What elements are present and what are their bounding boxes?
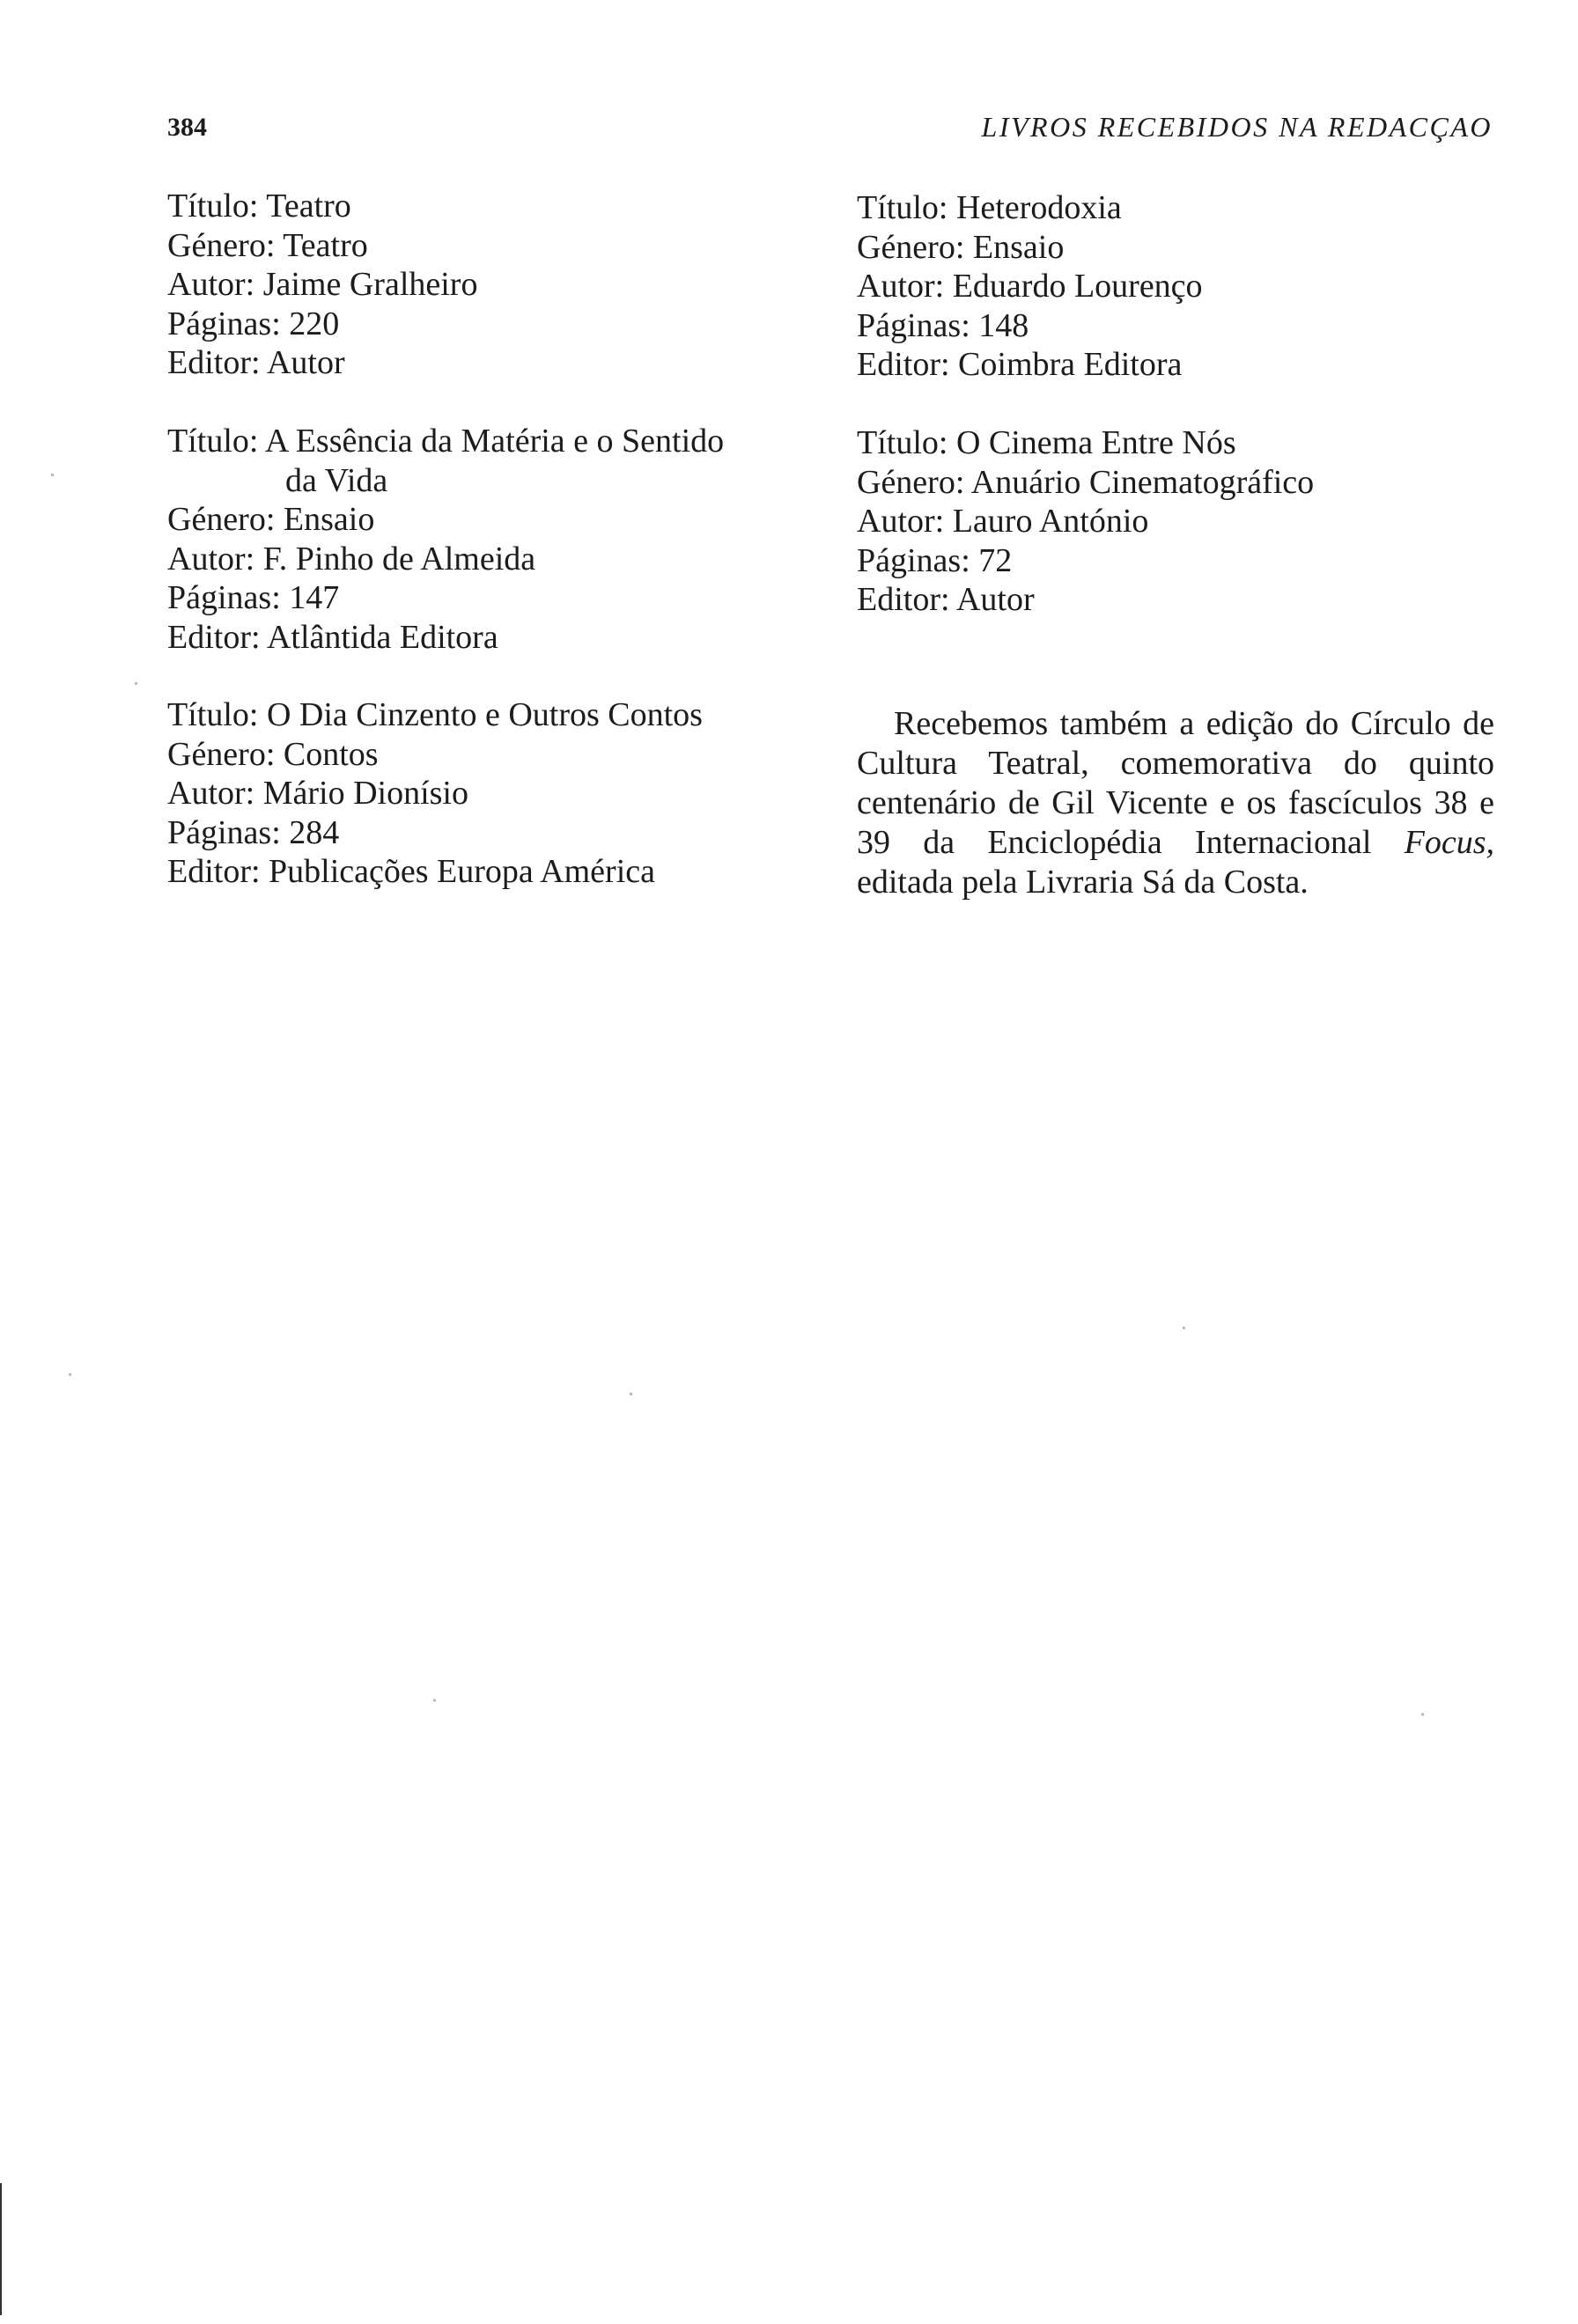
- autor-value: Lauro António: [952, 503, 1149, 541]
- autor-value: Jaime Gralheiro: [262, 266, 478, 304]
- paginas-label: Páginas:: [167, 579, 281, 617]
- entry-line-editor: [857, 345, 1203, 385]
- editor-value: Coimbra Editora: [958, 346, 1183, 384]
- book-entry-teatro: [167, 187, 477, 383]
- paginas-value: 72: [978, 541, 1013, 579]
- titulo-label: Título:: [167, 423, 259, 460]
- entry-line-paginas: [857, 541, 1314, 581]
- paginas-label: Páginas:: [167, 813, 281, 851]
- genero-value: Ensaio: [283, 501, 375, 539]
- book-entry-cinema-entre-nos: [857, 423, 1314, 620]
- paginas-value: 148: [978, 306, 1029, 344]
- titulo-value: O Dia Cinzento e Outros Contos: [266, 696, 703, 733]
- entry-line-paginas: [857, 306, 1203, 346]
- titulo-label: Título:: [167, 188, 259, 224]
- entry-line-titulo: [857, 188, 1203, 228]
- entry-line-titulo: [167, 187, 477, 226]
- note-italic-title: Focus,: [1404, 824, 1494, 861]
- autor-value: F. Pinho de Almeida: [262, 540, 536, 577]
- scan-speck: [51, 474, 54, 476]
- book-entry-essencia-da-materia: [167, 422, 724, 658]
- entry-line-editor: [167, 343, 477, 383]
- entry-line-autor: [857, 502, 1314, 541]
- autor-value: Eduardo Lourenço: [952, 268, 1203, 305]
- titulo-value: O Cinema Entre Nós: [955, 424, 1236, 461]
- genero-label: Género:: [167, 501, 276, 539]
- paginas-value: 147: [289, 579, 340, 617]
- titulo-value: A Essência da Matéria e o Sentido: [264, 423, 725, 460]
- autor-value: Mário Dionísio: [262, 775, 468, 813]
- scan-speck: [69, 1373, 71, 1376]
- scan-speck: [135, 682, 137, 685]
- entry-line-genero: [167, 500, 724, 540]
- editor-label: Editor:: [167, 853, 261, 891]
- entry-line-paginas: [167, 578, 724, 618]
- paginas-label: Páginas:: [857, 306, 970, 344]
- entry-line-paginas: [167, 813, 703, 853]
- genero-label: Género:: [857, 228, 965, 266]
- book-entry-dia-cinzento: [167, 695, 703, 892]
- titulo-label: Título:: [857, 189, 948, 226]
- received-also-note: [857, 704, 1494, 902]
- entry-line-genero: [167, 226, 477, 266]
- genero-label: Género:: [857, 463, 965, 501]
- scan-speck: [1421, 1713, 1424, 1716]
- genero-value: Teatro: [283, 226, 368, 264]
- scan-speck: [1183, 1327, 1185, 1329]
- paginas-label: Páginas:: [167, 305, 281, 342]
- note-text-before: Recebemos também a edição do Círculo de Cultura Teatral, comemorativa do quinto centenário de Gil Vicente e os fascículos 38 e 39 da Enciclopédia Internacional: [857, 705, 1494, 861]
- paginas-value: 220: [289, 305, 340, 342]
- autor-label: Autor:: [857, 503, 945, 541]
- genero-value: Anuário Cinematográfico: [970, 463, 1315, 501]
- editor-value: Publicações Europa América: [269, 853, 655, 891]
- genero-value: Ensaio: [972, 228, 1065, 266]
- entry-line-autor: [167, 774, 703, 813]
- editor-label: Editor:: [857, 346, 950, 384]
- entry-line-titulo: [857, 423, 1314, 463]
- entry-line-titulo: [167, 695, 703, 735]
- editor-value: Atlântida Editora: [266, 618, 498, 656]
- entry-line-autor: [167, 265, 477, 305]
- note-text-after: editada pela Livraria Sá da Costa.: [857, 864, 1309, 901]
- page-number: 384: [167, 113, 207, 142]
- entry-line-genero: [167, 735, 703, 775]
- entry-line-genero: [857, 463, 1314, 503]
- autor-label: Autor:: [167, 266, 255, 304]
- entry-line-titulo: [167, 422, 724, 461]
- titulo-value: Heterodoxia: [955, 189, 1122, 226]
- editor-label: Editor:: [167, 618, 261, 656]
- entry-line-paginas: [167, 305, 477, 344]
- titulo-label: Título:: [167, 696, 259, 733]
- entry-line-editor: [167, 852, 703, 892]
- entry-line-autor: [167, 540, 724, 579]
- entry-line-autor: [857, 267, 1203, 306]
- scan-speck: [630, 1393, 632, 1395]
- autor-label: Autor:: [857, 268, 945, 305]
- paginas-value: 284: [289, 813, 340, 851]
- editor-value: Autor: [266, 344, 345, 382]
- book-entry-heterodoxia: [857, 188, 1203, 385]
- entry-line-editor: [857, 580, 1314, 620]
- running-title: LIVROS RECEBIDOS NA REDACÇAO: [981, 111, 1493, 143]
- scan-speck: [433, 1699, 436, 1702]
- genero-label: Género:: [167, 226, 276, 264]
- autor-label: Autor:: [167, 775, 255, 813]
- titulo-value: Teatro: [266, 188, 351, 224]
- autor-label: Autor:: [167, 540, 255, 577]
- entry-line-titulo-continued: da Vida: [285, 461, 388, 499]
- genero-value: Contos: [283, 735, 379, 773]
- scan-margin-mark: [0, 2183, 2, 2315]
- editor-label: Editor:: [857, 581, 950, 619]
- titulo-label: Título:: [857, 424, 948, 461]
- paginas-label: Páginas:: [857, 541, 970, 579]
- entry-line-editor: [167, 618, 724, 658]
- entry-line-genero: [857, 228, 1203, 268]
- genero-label: Género:: [167, 735, 276, 773]
- editor-value: Autor: [955, 581, 1035, 619]
- editor-label: Editor:: [167, 344, 261, 382]
